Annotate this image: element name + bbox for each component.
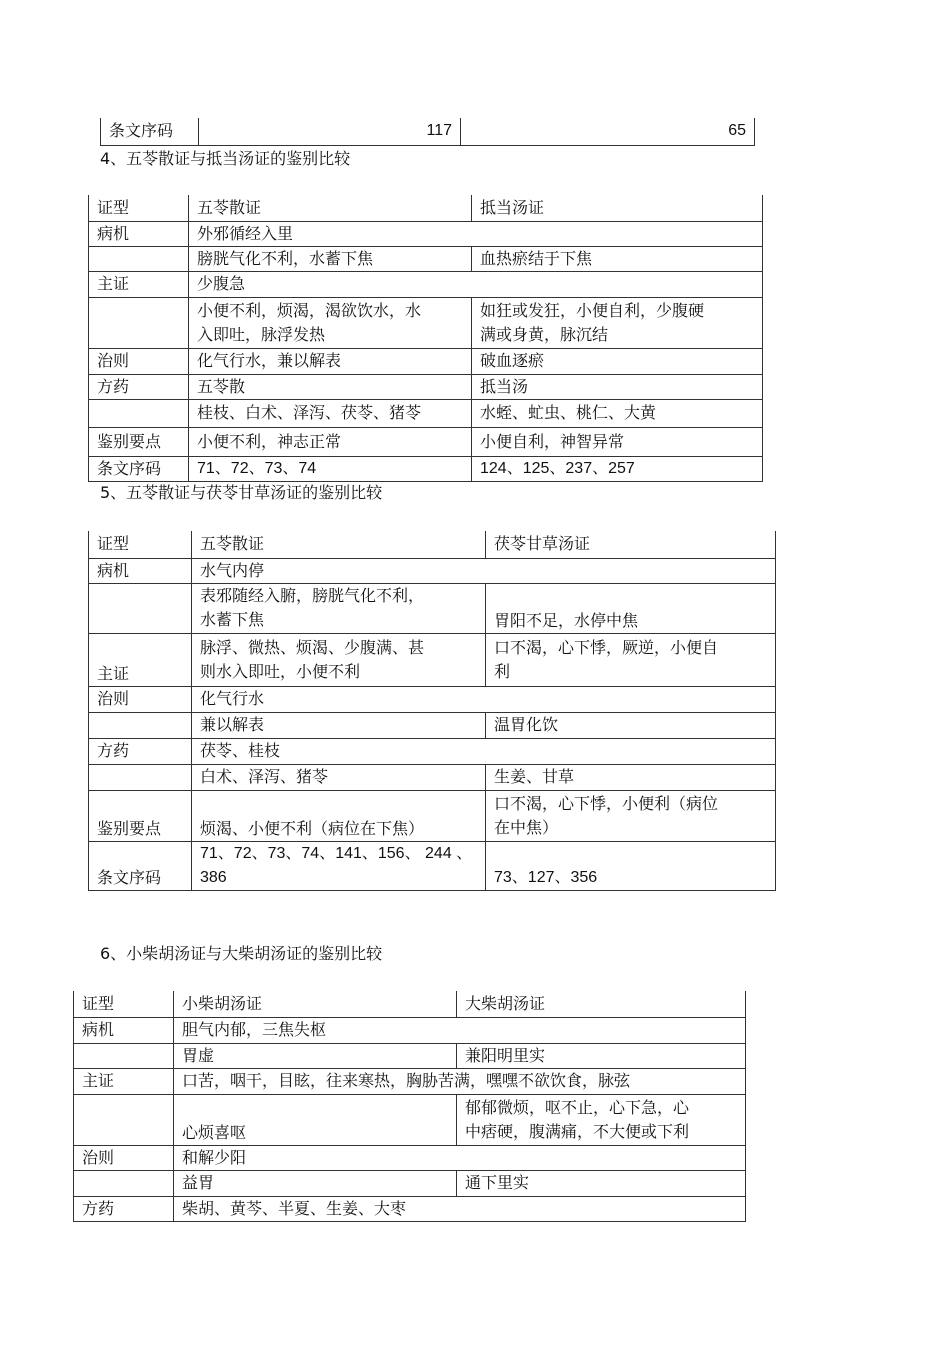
cell: 胃阳不足，水停中焦 [486,583,776,633]
row-label: 治则 [89,686,192,712]
row-label: 主证 [74,1068,174,1094]
row-label: 主证 [89,633,192,686]
cell: 73、127、356 [486,841,776,890]
cell: 破血逐瘀 [472,348,763,374]
header-cell: 小柴胡汤证 [174,991,457,1017]
cell: 117 [199,118,461,145]
header-cell: 证型 [74,991,174,1017]
row-label: 病机 [89,221,189,246]
cell: 71、72、73、74 [189,456,472,481]
cell: 茯苓、桂枝 [192,738,776,764]
section-heading: 5、五苓散证与茯苓甘草汤证的鉴别比较 [100,483,383,502]
cell: 五苓散 [189,374,472,399]
header-cell: 证型 [89,195,189,221]
cell: 兼阳明里实 [457,1043,746,1068]
header-cell: 证型 [89,531,192,558]
row-label: 方药 [74,1196,174,1221]
cell: 口不渴，心下悸，厥逆，小便自 利 [486,633,776,686]
previous-table-fragment [100,118,755,146]
cell: 益胃 [174,1170,457,1196]
cell: 口苦，咽干，目眩，往来寒热，胸胁苦满，嘿嘿不欲饮食，脉弦 [174,1068,746,1094]
row-label: 方药 [89,374,189,399]
row-label: 治则 [89,348,189,374]
cell: 小便自利，神智异常 [472,427,763,456]
row-label: 条文序码 [89,456,189,481]
cell: 心烦喜呕 [174,1094,457,1145]
row-label: 条文序码 [89,841,192,890]
cell: 71、72、73、74、141、156、 244 、 386 [192,841,486,890]
cell: 烦渴、小便不利（病位在下焦） [192,790,486,841]
cell: 口不渴，心下悸，小便利（病位 在中焦） [486,790,776,841]
cell: 65 [461,118,755,145]
cell: 小便不利，烦渴，渴欲饮水，水 入即吐，脉浮发热 [189,297,472,348]
header-cell: 五苓散证 [189,195,472,221]
cell: 生姜、甘草 [486,764,776,790]
cell: 膀胱气化不利，水蓄下焦 [189,246,472,271]
header-cell: 茯苓甘草汤证 [486,531,776,558]
section-heading: 6、小柴胡汤证与大柴胡汤证的鉴别比较 [100,944,383,963]
cell: 少腹急 [189,271,763,297]
comparison-table-6 [73,991,746,1222]
cell: 血热瘀结于下焦 [472,246,763,271]
cell: 郁郁微烦，呕不止，心下急，心 中痞硬，腹满痛，不大便或下利 [457,1094,746,1145]
cell: 化气行水 [192,686,776,712]
cell: 表邪随经入腑，膀胱气化不利， 水蓄下焦 [192,583,486,633]
cell: 桂枝、白术、泽泻、茯苓、猪苓 [189,399,472,427]
cell: 小便不利，神志正常 [189,427,472,456]
cell: 温胃化饮 [486,712,776,738]
row-label: 病机 [74,1017,174,1043]
cell: 如狂或发狂，小便自利，少腹硬 满或身黄，脉沉结 [472,297,763,348]
row-label: 主证 [89,271,189,297]
row-label: 治则 [74,1145,174,1170]
cell: 水气内停 [192,558,776,583]
row-label: 病机 [89,558,192,583]
cell: 脉浮、微热、烦渴、少腹满、甚 则水入即吐，小便不利 [192,633,486,686]
section-heading: 4、五苓散证与抵当汤证的鉴别比较 [100,149,351,168]
row-label: 条文序码 [101,118,199,145]
header-cell: 五苓散证 [192,531,486,558]
cell: 胆气内郁，三焦失枢 [174,1017,746,1043]
cell: 胃虚 [174,1043,457,1068]
row-label: 鉴别要点 [89,790,192,841]
row-label: 鉴别要点 [89,427,189,456]
cell: 124、125、237、257 [472,456,763,481]
header-cell: 大柴胡汤证 [457,991,746,1017]
cell: 水蛭、虻虫、桃仁、大黄 [472,399,763,427]
comparison-table-4 [88,195,763,482]
cell: 抵当汤 [472,374,763,399]
cell: 兼以解表 [192,712,486,738]
cell: 和解少阳 [174,1145,746,1170]
cell: 化气行水，兼以解表 [189,348,472,374]
cell: 外邪循经入里 [189,221,763,246]
cell: 通下里实 [457,1170,746,1196]
header-cell: 抵当汤证 [472,195,763,221]
comparison-table-5 [88,531,776,891]
cell: 白术、泽泻、猪苓 [192,764,486,790]
cell: 柴胡、黄芩、半夏、生姜、大枣 [174,1196,746,1221]
row-label: 方药 [89,738,192,764]
